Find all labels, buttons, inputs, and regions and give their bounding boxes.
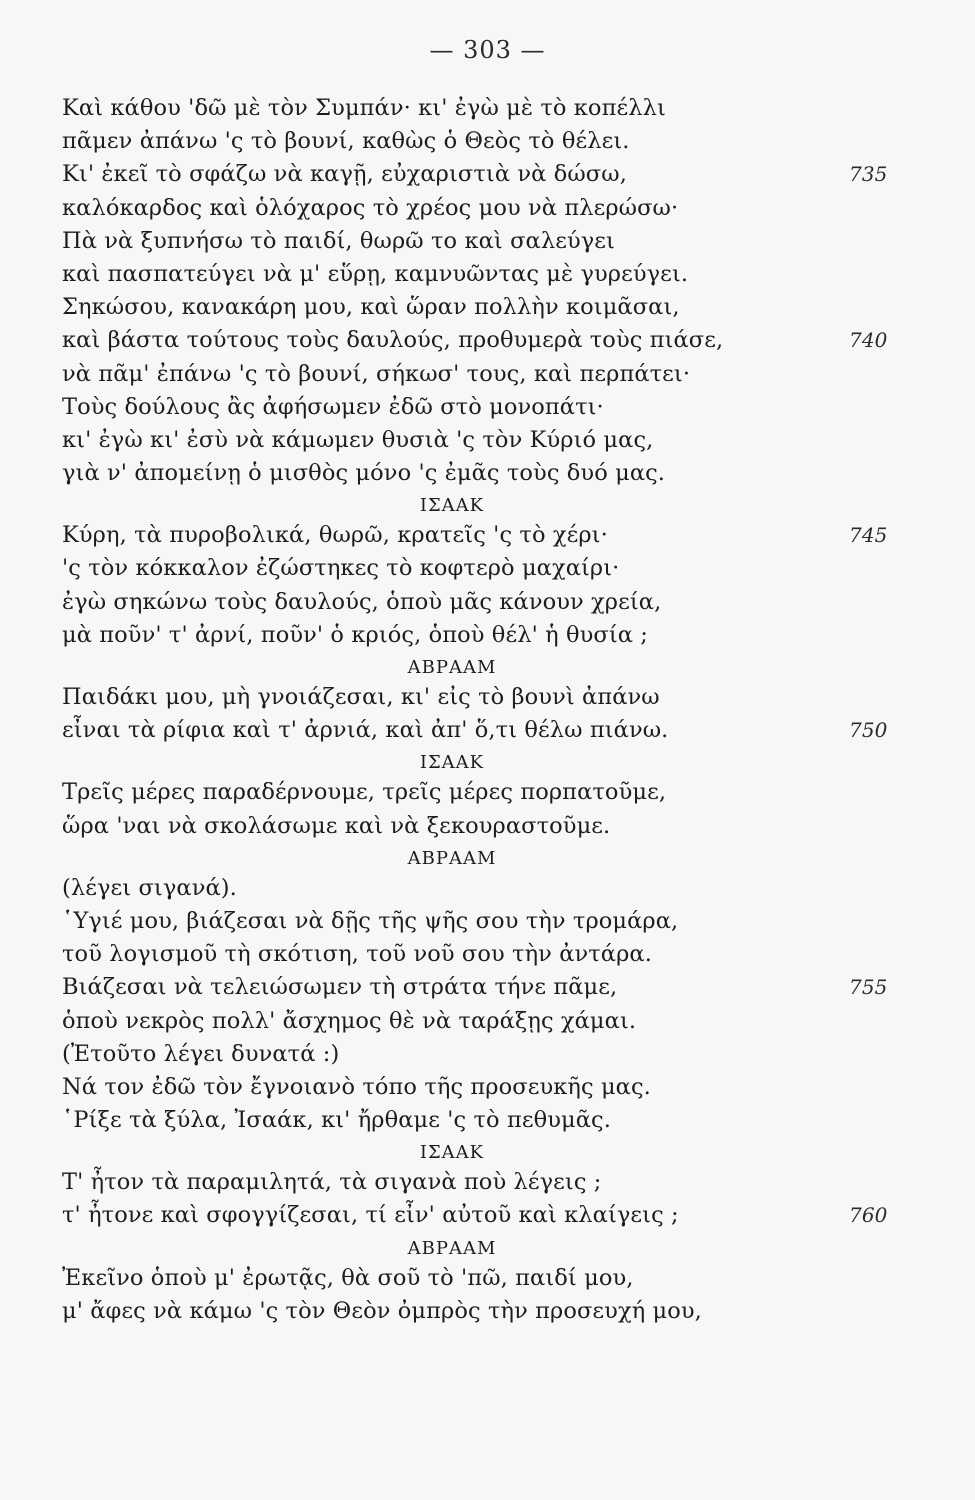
speaker-name [62, 1139, 832, 1166]
speaker-name [62, 845, 832, 872]
verse-text: Ἐκεῖνο ὁποὺ μ' ἐρωτᾷς, θὰ σοῦ τὸ 'πῶ, παιδί μου, [62, 1264, 634, 1291]
verse-text: Καὶ κάθου 'δῶ μὲ τὸν Συμπάν· κι' ἐγὼ μὲ τὸ κοπέλλι [62, 95, 666, 121]
verse-line [62, 258, 832, 291]
verse-text: καὶ πασπατεύγει νὰ μ' εὕρῃ, καμνυῶντας μὲ γυρεύγει. [62, 260, 689, 287]
verse-text: νὰ πᾶμ' ἐπάνω 'ς τὸ βουνί, σήκωσ' τους, καὶ περπάτει· [62, 360, 691, 387]
verse-line [62, 192, 832, 225]
verse-text: ἐγὼ σηκώνω τοὺς δαυλούς, ὁποὺ μᾶς κάνουν χρεία, [62, 588, 662, 615]
verse-text: Τοὺς δούλους ἂς ἀφήσωμεν ἐδῶ στὸ μονοπάτι· [62, 393, 604, 420]
speaker-name [62, 654, 832, 681]
verse-line [62, 125, 832, 158]
verse-line [62, 519, 888, 552]
verse-number: 750 [849, 718, 888, 743]
verse-line [62, 225, 832, 258]
speaker-name [62, 1235, 832, 1262]
verse-line [62, 1038, 832, 1071]
verse-text: Τρεῖς μέρες παραδέρνουμε, τρεῖς μέρες πορπατοῦμε, [62, 779, 667, 806]
verse-line [62, 681, 832, 714]
verse-text: καὶ βάστα τούτους τοὺς δαυλούς, προθυμερὰ τοὺς πιάσε, [62, 327, 724, 354]
verse-number: 755 [849, 975, 888, 1000]
verse-text: τ' ἦτονε καὶ σφογγίζεσαι, τί εἶν' αὐτοῦ καὶ κλαίγεις ; [62, 1202, 679, 1229]
verse-text: τοῦ λογισμοῦ τὴ σκότιση, τοῦ νοῦ σου τὴν ἀντάρα. [62, 941, 652, 968]
verse-line [62, 938, 832, 971]
verse-line [62, 391, 832, 424]
verse-line [62, 1166, 832, 1199]
verse-text: εἶναι τὰ ρίφια καὶ τ' ἀρνιά, καὶ ἀπ' ὅ,τι θέλω πιάνω. [62, 717, 669, 744]
verse-text: (λέγει σιγανά). [62, 874, 237, 901]
speaker-label: ΙΣΑΑΚ [419, 1142, 485, 1164]
verse-line [62, 714, 888, 747]
verse-text: μ' ἄφες νὰ κάμω 'ς τὸν Θεὸν ὀμπρὸς τὴν προσευχή μου, [62, 1297, 702, 1324]
speaker-label: ΑΒΡΑΑΜ [407, 847, 497, 869]
verse-text: ὁποὺ νεκρὸς πολλ' ἄσχημος θὲ νὰ ταράξῃς χάμαι. [62, 1007, 637, 1034]
verse-number: 735 [849, 162, 888, 187]
verse-line [62, 872, 832, 905]
verse-line [62, 1005, 832, 1038]
verse-line [62, 457, 832, 490]
verse-line [62, 1295, 832, 1328]
verse-text: ῾Ρίξε τὰ ξύλα, Ἰσαάκ, κι' ἤρθαμε 'ς τὸ πεθυμᾶς. [62, 1107, 611, 1134]
verse-line [62, 92, 832, 125]
page-number: — 303 — [429, 36, 546, 64]
verse-line [62, 1199, 888, 1232]
verse-line [62, 158, 888, 191]
verse-number: 760 [849, 1203, 888, 1228]
verse-line [62, 1104, 832, 1137]
speaker-label: ΙΣΑΑΚ [419, 495, 485, 517]
verse-line [62, 324, 888, 357]
verse-line [62, 291, 832, 324]
verse-text: Σηκώσου, κανακάρη μου, καὶ ὥραν πολλὴν κοιμᾶσαι, [62, 294, 680, 321]
verse-number: 745 [849, 523, 888, 548]
verse-line [62, 1071, 832, 1104]
verse-line [62, 358, 832, 391]
verse-text: καλόκαρδος καὶ ὁλόχαρος τὸ χρέος μου νὰ πλερώσω· [62, 194, 679, 221]
verse-text: Παιδάκι μου, μὴ γνοιάζεσαι, κι' εἰς τὸ βουνὶ ἀπάνω [62, 684, 660, 710]
verse-text: ὥρα 'ναι νὰ σκολάσωμε καὶ νὰ ξεκουραστοῦμε. [62, 812, 611, 839]
verse-line [62, 971, 888, 1004]
verse-text: Πὰ νὰ ξυπνήσω τὸ παιδί, θωρῶ το καὶ σαλεύγει [62, 227, 615, 254]
verse-line [62, 586, 832, 619]
verse-line [62, 424, 832, 457]
verse-text: Νά τον ἐδῶ τὸν ἔγνοιανὸ τόπο τῆς προσευκῆς μας. [62, 1073, 651, 1100]
verse-text-block [62, 92, 888, 1328]
verse-text: Βιάζεσαι νὰ τελειώσωμεν τὴ στράτα τήνε πᾶμε, [62, 974, 618, 1001]
verse-text: (Ἐτοῦτο λέγει δυνατά :) [62, 1040, 340, 1067]
verse-text: κι' ἐγὼ κι' ἐσὺ νὰ κάμωμεν θυσιὰ 'ς τὸν Κύριό μας, [62, 426, 654, 453]
verse-text: μὰ ποῦν' τ' ἀρνί, ποῦν' ὁ κριός, ὁποὺ θέλ' ἡ θυσία ; [62, 621, 648, 648]
verse-text: Κύρη, τὰ πυροβολικά, θωρῶ, κρατεῖς 'ς τὸ χέρι· [62, 522, 608, 549]
verse-line [62, 552, 832, 585]
verse-text: 'ς τὸν κόκκαλον ἐζώστηκες τὸ κοφτερὸ μαχαίρι· [62, 555, 620, 582]
verse-line [62, 905, 832, 938]
verse-text: Κι' ἐκεῖ τὸ σφάζω νὰ καγῇ, εὐχαριστιὰ νὰ δώσω, [62, 161, 627, 188]
verse-line [62, 1262, 832, 1295]
verse-text: γιὰ ν' ἀπομείνῃ ὁ μισθὸς μόνο 'ς ἐμᾶς τοὺς δυό μας. [62, 460, 666, 487]
speaker-name [62, 749, 832, 776]
speaker-label: ΑΒΡΑΑΜ [407, 657, 497, 678]
verse-line [62, 619, 832, 652]
speaker-label: ΙΣΑΑΚ [419, 752, 485, 774]
verse-text: ῾Υγιέ μου, βιάζεσαι νὰ δῇς τῆς ψῆς σου τὴν τρομάρα, [62, 907, 679, 934]
speaker-name [62, 492, 832, 519]
speaker-label: ΑΒΡΑΑΜ [407, 1237, 497, 1259]
verse-line [62, 810, 832, 843]
verse-number: 740 [849, 328, 888, 353]
verse-text: πᾶμεν ἀπάνω 'ς τὸ βουνί, καθὼς ὁ Θεὸς τὸ θέλει. [62, 128, 630, 155]
verse-line [62, 776, 832, 809]
verse-text: Τ' ἦτον τὰ παραμιλητά, τὰ σιγανὰ ποὺ λέγεις ; [62, 1169, 602, 1196]
